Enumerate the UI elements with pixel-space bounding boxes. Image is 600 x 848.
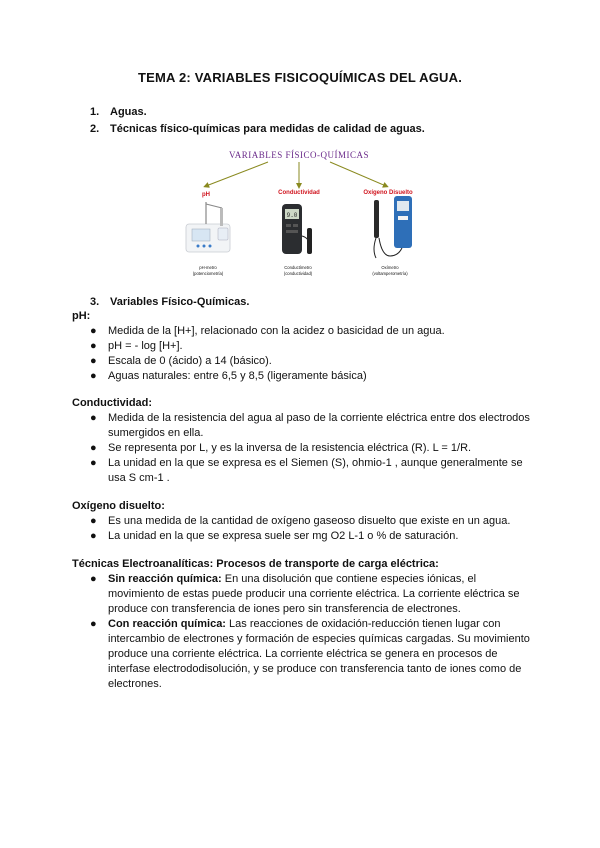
arrow-oxigeno [330,162,386,186]
page-title: TEMA 2: VARIABLES FISICOQUÍMICAS DEL AGUA. [137,70,463,85]
list-item [0,572,600,617]
item-number: 1. [90,106,100,118]
item-number: 3. [90,296,100,308]
instruments-figure [176,144,422,292]
list-item [0,514,600,529]
caption-ph-line1: pH-metro [199,265,217,270]
label-ph: pH [202,192,210,198]
bullet-text: pH = - log [H+]. [108,340,183,352]
item-number: 2. [90,123,100,135]
bullet-dot: ● [90,618,97,630]
svg-text:9.0: 9.0 [286,212,298,219]
heading-tecnicas: Técnicas Electroanalíticas: Procesos de transporte de carga eléctrica: [72,558,439,570]
bullet-text: Se representa por L, y es la inversa de la resistencia eléctrica (R). L = 1/R. [108,442,472,454]
bullet-dot: ● [90,340,97,352]
bullet-dot: ● [90,370,97,382]
bullet-dot: ● [90,412,97,424]
heading-ph: pH: [72,310,91,322]
list-item [0,411,600,441]
bullet-bold-text: Sin reacción química: [108,573,222,585]
label-oxigeno: Oxígeno Disuelto [363,190,413,196]
tecnicas-bullets [0,572,600,692]
bullet-text: La unidad en la que se expresa suele ser mg O2 L-1 o % de saturación. [108,530,459,542]
numbered-list-top [0,104,600,138]
list-item [0,529,600,544]
instruments-illustration [176,144,422,292]
list-item [0,339,600,354]
bullet-dot: ● [90,573,97,585]
bullet-text: Medida de la [H+], relacionado con la acidez o basicidad de un agua. [108,325,445,337]
bullet-dot: ● [90,442,97,454]
oxygen-meter-icon [374,196,412,258]
oxigeno-bullets [0,514,600,544]
bullet-dot: ● [90,325,97,337]
bullet-dot: ● [90,515,97,527]
ph-meter-icon [186,202,230,252]
conductividad-bullets [0,411,600,486]
caption-ph-line2: (potenciometría) [192,271,224,276]
list-item [0,324,600,339]
bullet-text: Aguas naturales: entre 6,5 y 8,5 (ligeramente básica) [108,370,367,382]
caption-conductividad-line1: Conductímetro [284,265,312,270]
list-item [0,354,600,369]
caption-conductividad-line2: (conductividad) [283,271,313,276]
item-text: Variables Físico-Químicas. [110,296,250,308]
item-text: Técnicas físico-químicas para medidas de calidad de aguas. [110,123,425,135]
ph-bullets [0,324,600,384]
bullet-text: Es una medida de la cantidad de oxígeno gaseoso disuelto que existe en un agua. [108,515,511,527]
list-item [0,617,600,692]
arrow-ph [206,162,268,186]
list-item [0,369,600,384]
numbered-item-1 [0,104,600,121]
list-item [0,456,600,486]
caption-oxigeno-line2: (voltamperometría) [372,271,408,276]
caption-oxigeno-line1: Oxímetro [381,265,399,270]
bullet-dot: ● [90,355,97,367]
bullet-text: La unidad en la que se expresa es el Siemen (S), ohmio-1 , aunque generalmente se usa S cm-1 . [108,457,523,484]
numbered-item-2 [0,121,600,138]
bullet-text: En una disolución que contiene especies iónicas, el movimiento de estas puede producir una corriente eléctrica. La corriente eléctrica se produce con transferencia de iones pero sin transferencia de electrones. [108,573,520,615]
bullet-text: Escala de 0 (ácido) a 14 (básico). [108,355,272,367]
conductivity-meter-icon [282,204,312,254]
item-text: Aguas. [110,106,147,118]
bullet-dot: ● [90,457,97,469]
heading-conductividad: Conductividad: [72,397,153,409]
bullet-dot: ● [90,530,97,542]
label-conductividad: Conductividad [278,190,320,196]
bullet-text: Medida de la resistencia del agua al paso de la corriente eléctrica entre dos electrodos sumergidos en ella. [108,412,530,439]
bullet-text: Las reacciones de oxidación-reducción tienen lugar con intercambio de electrones y formación de especies químicas cargadas. Su movimiento produce una corriente eléctrica. La corriente eléctrica se genera en procesos de interfase electrododisolución, y se produce con transferencia tanto de iones como de electrones. [108,618,530,690]
figure-title: VARIABLES FÍSICO-QUÍMICAS [228,150,370,160]
heading-oxigeno: Oxígeno disuelto: [72,500,165,512]
bullet-bold-text: Con reacción química: [108,618,226,630]
list-item [0,441,600,456]
